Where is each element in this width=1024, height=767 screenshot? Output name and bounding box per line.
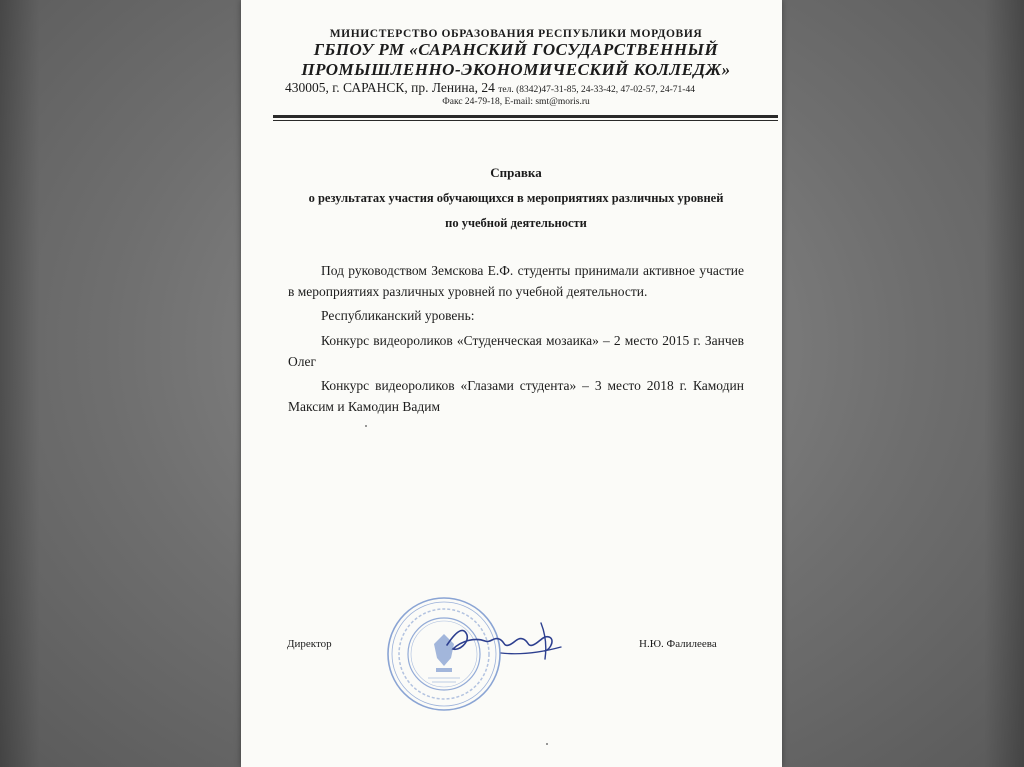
letterhead-rule-thick xyxy=(273,115,778,118)
letterhead-address: 430005, г. САРАНСК, пр. Ленина, 24 xyxy=(285,80,495,95)
slide-left-shade xyxy=(0,0,40,767)
signature-name: Н.Ю. Фалилеева xyxy=(639,638,717,650)
speck xyxy=(546,743,548,745)
speck xyxy=(365,425,367,427)
document-subtitle-line2: по учебной деятельности xyxy=(445,216,587,230)
slide-right-shade xyxy=(984,0,1024,767)
letterhead-college-line2: ПРОМЫШЛЕННО-ЭКОНОМИЧЕСКИЙ КОЛЛЕДЖ» xyxy=(301,60,731,79)
handwritten-signature xyxy=(441,615,566,670)
body-paragraph-2: Республиканский уровень: xyxy=(321,308,475,323)
letterhead-phones: тел. (8342)47-31-85, 24-33-42, 47-02-57, 24-71-44 xyxy=(498,85,695,95)
signature-role: Директор xyxy=(287,638,332,650)
body-paragraph-3: Конкурс видеороликов «Студенческая мозаика» – 2 место 2015 г. Занчев Олег xyxy=(288,333,744,369)
letterhead-address-line xyxy=(285,80,765,96)
body-paragraph-4: Конкурс видеороликов «Глазами студента» – 3 место 2018 г. Камодин Максим и Камодин Вадим xyxy=(288,378,744,414)
document-title: Справка xyxy=(490,165,542,180)
document-page xyxy=(241,0,782,767)
letterhead-college-line1: ГБПОУ РМ «САРАНСКИЙ ГОСУДАРСТВЕННЫЙ xyxy=(313,40,719,59)
letterhead-rule-thin xyxy=(273,120,778,121)
document-subtitle-line1: о результатах участия обучающихся в мероприятиях различных уровней xyxy=(308,191,724,205)
letterhead-fax-email: Факс 24-79-18, E-mail: smt@moris.ru xyxy=(442,97,590,107)
body-paragraph-1: Под руководством Земскова Е.Ф. студенты принимали активное участие в мероприятиях различных уровней по учебной деятельности. xyxy=(288,263,744,299)
letterhead-ministry: МИНИСТЕРСТВО ОБРАЗОВАНИЯ РЕСПУБЛИКИ МОРДОВИЯ xyxy=(329,28,703,40)
